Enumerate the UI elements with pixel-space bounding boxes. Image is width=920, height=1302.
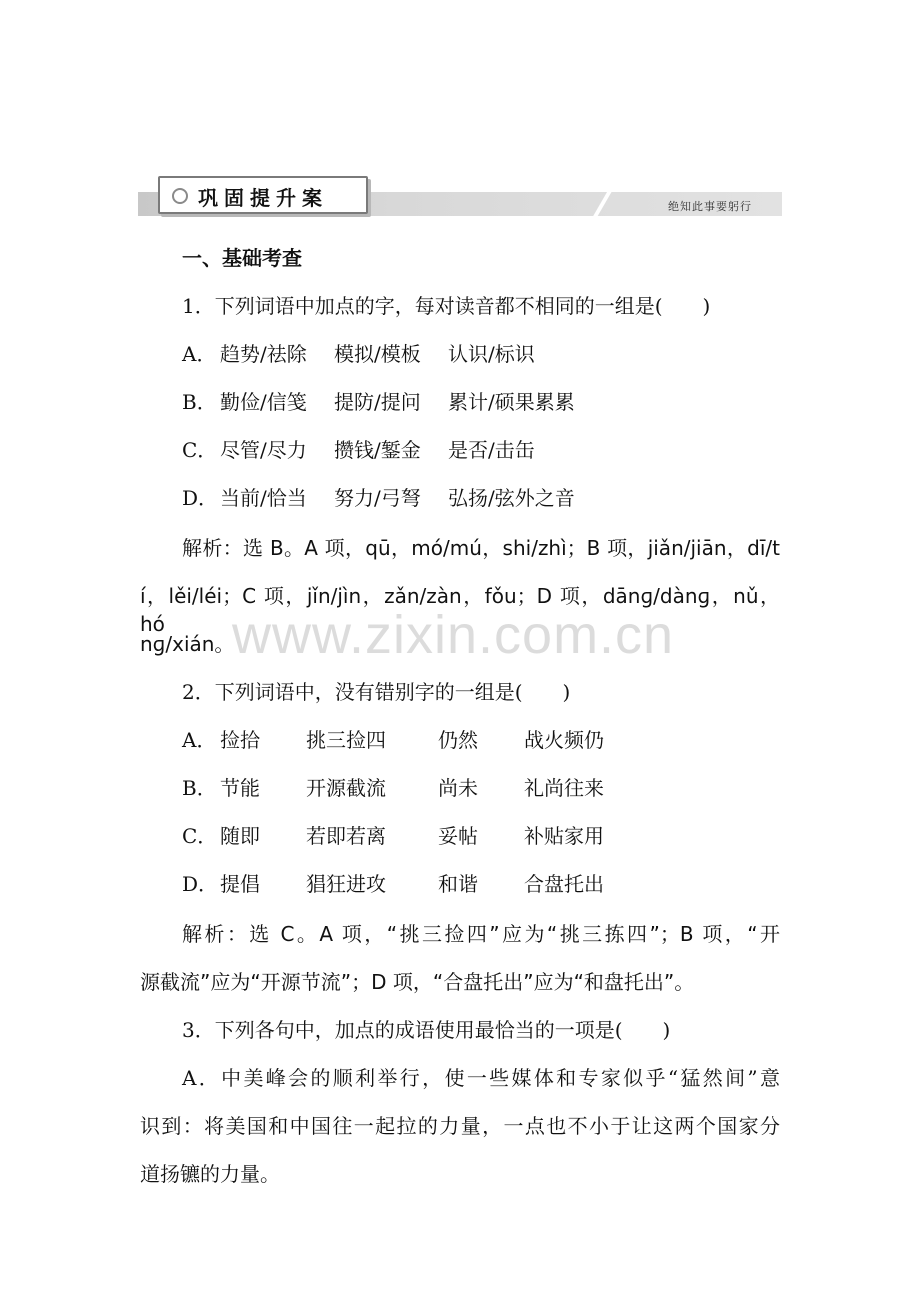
option-item: 和谐 [438, 872, 478, 896]
q2-option-b [182, 774, 604, 802]
option-item: 合盘托出 [524, 872, 604, 896]
option-item: 尚未 [438, 776, 478, 800]
option-letter: A． [182, 728, 217, 752]
option-letter: B． [182, 390, 217, 414]
q2-analysis-line-2: 源截流”应为“开源节流”；D 项，“合盘托出”应为“和盘托出”。 [140, 970, 695, 994]
option-letter: C． [182, 824, 218, 848]
section-banner [138, 176, 782, 220]
option-item: 是否/击缶 [448, 438, 535, 462]
q2-option-a [182, 726, 604, 754]
option-item: 尽管/尽力 [220, 438, 307, 462]
q1-option-d [182, 484, 575, 512]
banner-divider [578, 192, 628, 216]
banner-title: 巩固提升案 [198, 186, 328, 210]
q3-option-a-line-1: A．中美峰会的顺利举行，使一些媒体和专家似乎“猛然间”意 [182, 1066, 780, 1090]
section-title: 一、基础考查 [182, 246, 302, 270]
option-item: 礼尚往来 [524, 776, 604, 800]
q1-option-c [182, 436, 535, 464]
option-item: 提防/提问 [334, 390, 421, 414]
option-item: 弘扬/弦外之音 [448, 486, 575, 510]
option-item: 趋势/祛除 [220, 342, 307, 366]
option-item: 开源截流 [306, 776, 386, 800]
q1-analysis-line-2: í，lěi/léi；C 项，jǐn/jìn，zǎn/zàn，fǒu；D 项，dānɡ/dànɡ，nǔ，hó [140, 584, 780, 636]
q2-analysis-line-1: 解析：选 C。A 项，“挑三捡四”应为“挑三拣四”；B 项，“开 [182, 922, 780, 946]
option-item: 战火频仍 [524, 728, 604, 752]
question-3-stem: 3．下列各句中，加点的成语使用最恰当的一项是( ) [182, 1018, 671, 1042]
q1-analysis-line-1: 解析：选 B。A 项，qū，mó/mú，shi/zhì；B 项，jiǎn/jiān，dī/t [182, 536, 780, 560]
option-item: 节能 [220, 776, 260, 800]
question-2-stem: 2．下列词语中，没有错别字的一组是( ) [182, 680, 571, 704]
option-letter: A． [182, 342, 217, 366]
q1-option-a [182, 340, 535, 368]
option-letter: D． [182, 486, 219, 510]
option-letter: D． [182, 872, 219, 896]
option-item: 随即 [220, 824, 260, 848]
option-item: 捡拾 [220, 728, 260, 752]
q2-option-d [182, 870, 604, 898]
banner-motto: 绝知此事要躬行 [668, 200, 752, 213]
option-item: 当前/恰当 [220, 486, 307, 510]
option-item: 提倡 [220, 872, 260, 896]
option-item: 若即若离 [306, 824, 386, 848]
q1-analysis-line-3: nɡ/xián。 [140, 632, 235, 656]
q3-option-a-line-3: 道扬镳的力量。 [140, 1162, 280, 1186]
option-item: 猖狂进攻 [306, 872, 386, 896]
option-item: 累计/硕果累累 [448, 390, 575, 414]
option-letter: B． [182, 776, 217, 800]
question-1-stem: 1．下列词语中加点的字，每对读音都不相同的一组是( ) [182, 294, 711, 318]
option-item: 补贴家用 [524, 824, 604, 848]
option-letter: C． [182, 438, 218, 462]
watermark: www.zixin.com.cn [232, 605, 675, 665]
option-item: 认识/标识 [448, 342, 535, 366]
option-item: 模拟/模板 [334, 342, 421, 366]
option-item: 仍然 [438, 728, 478, 752]
option-item: 妥帖 [438, 824, 478, 848]
q1-option-b [182, 388, 575, 416]
q3-option-a-line-2: 识到：将美国和中国往一起拉的力量，一点也不小于让这两个国家分 [140, 1114, 780, 1138]
option-item: 努力/弓弩 [334, 486, 421, 510]
option-item: 攒钱/錾金 [334, 438, 421, 462]
option-item: 挑三捡四 [306, 728, 386, 752]
q2-option-c [182, 822, 604, 850]
option-item: 勤俭/信笺 [220, 390, 307, 414]
banner-title-box [158, 176, 368, 214]
